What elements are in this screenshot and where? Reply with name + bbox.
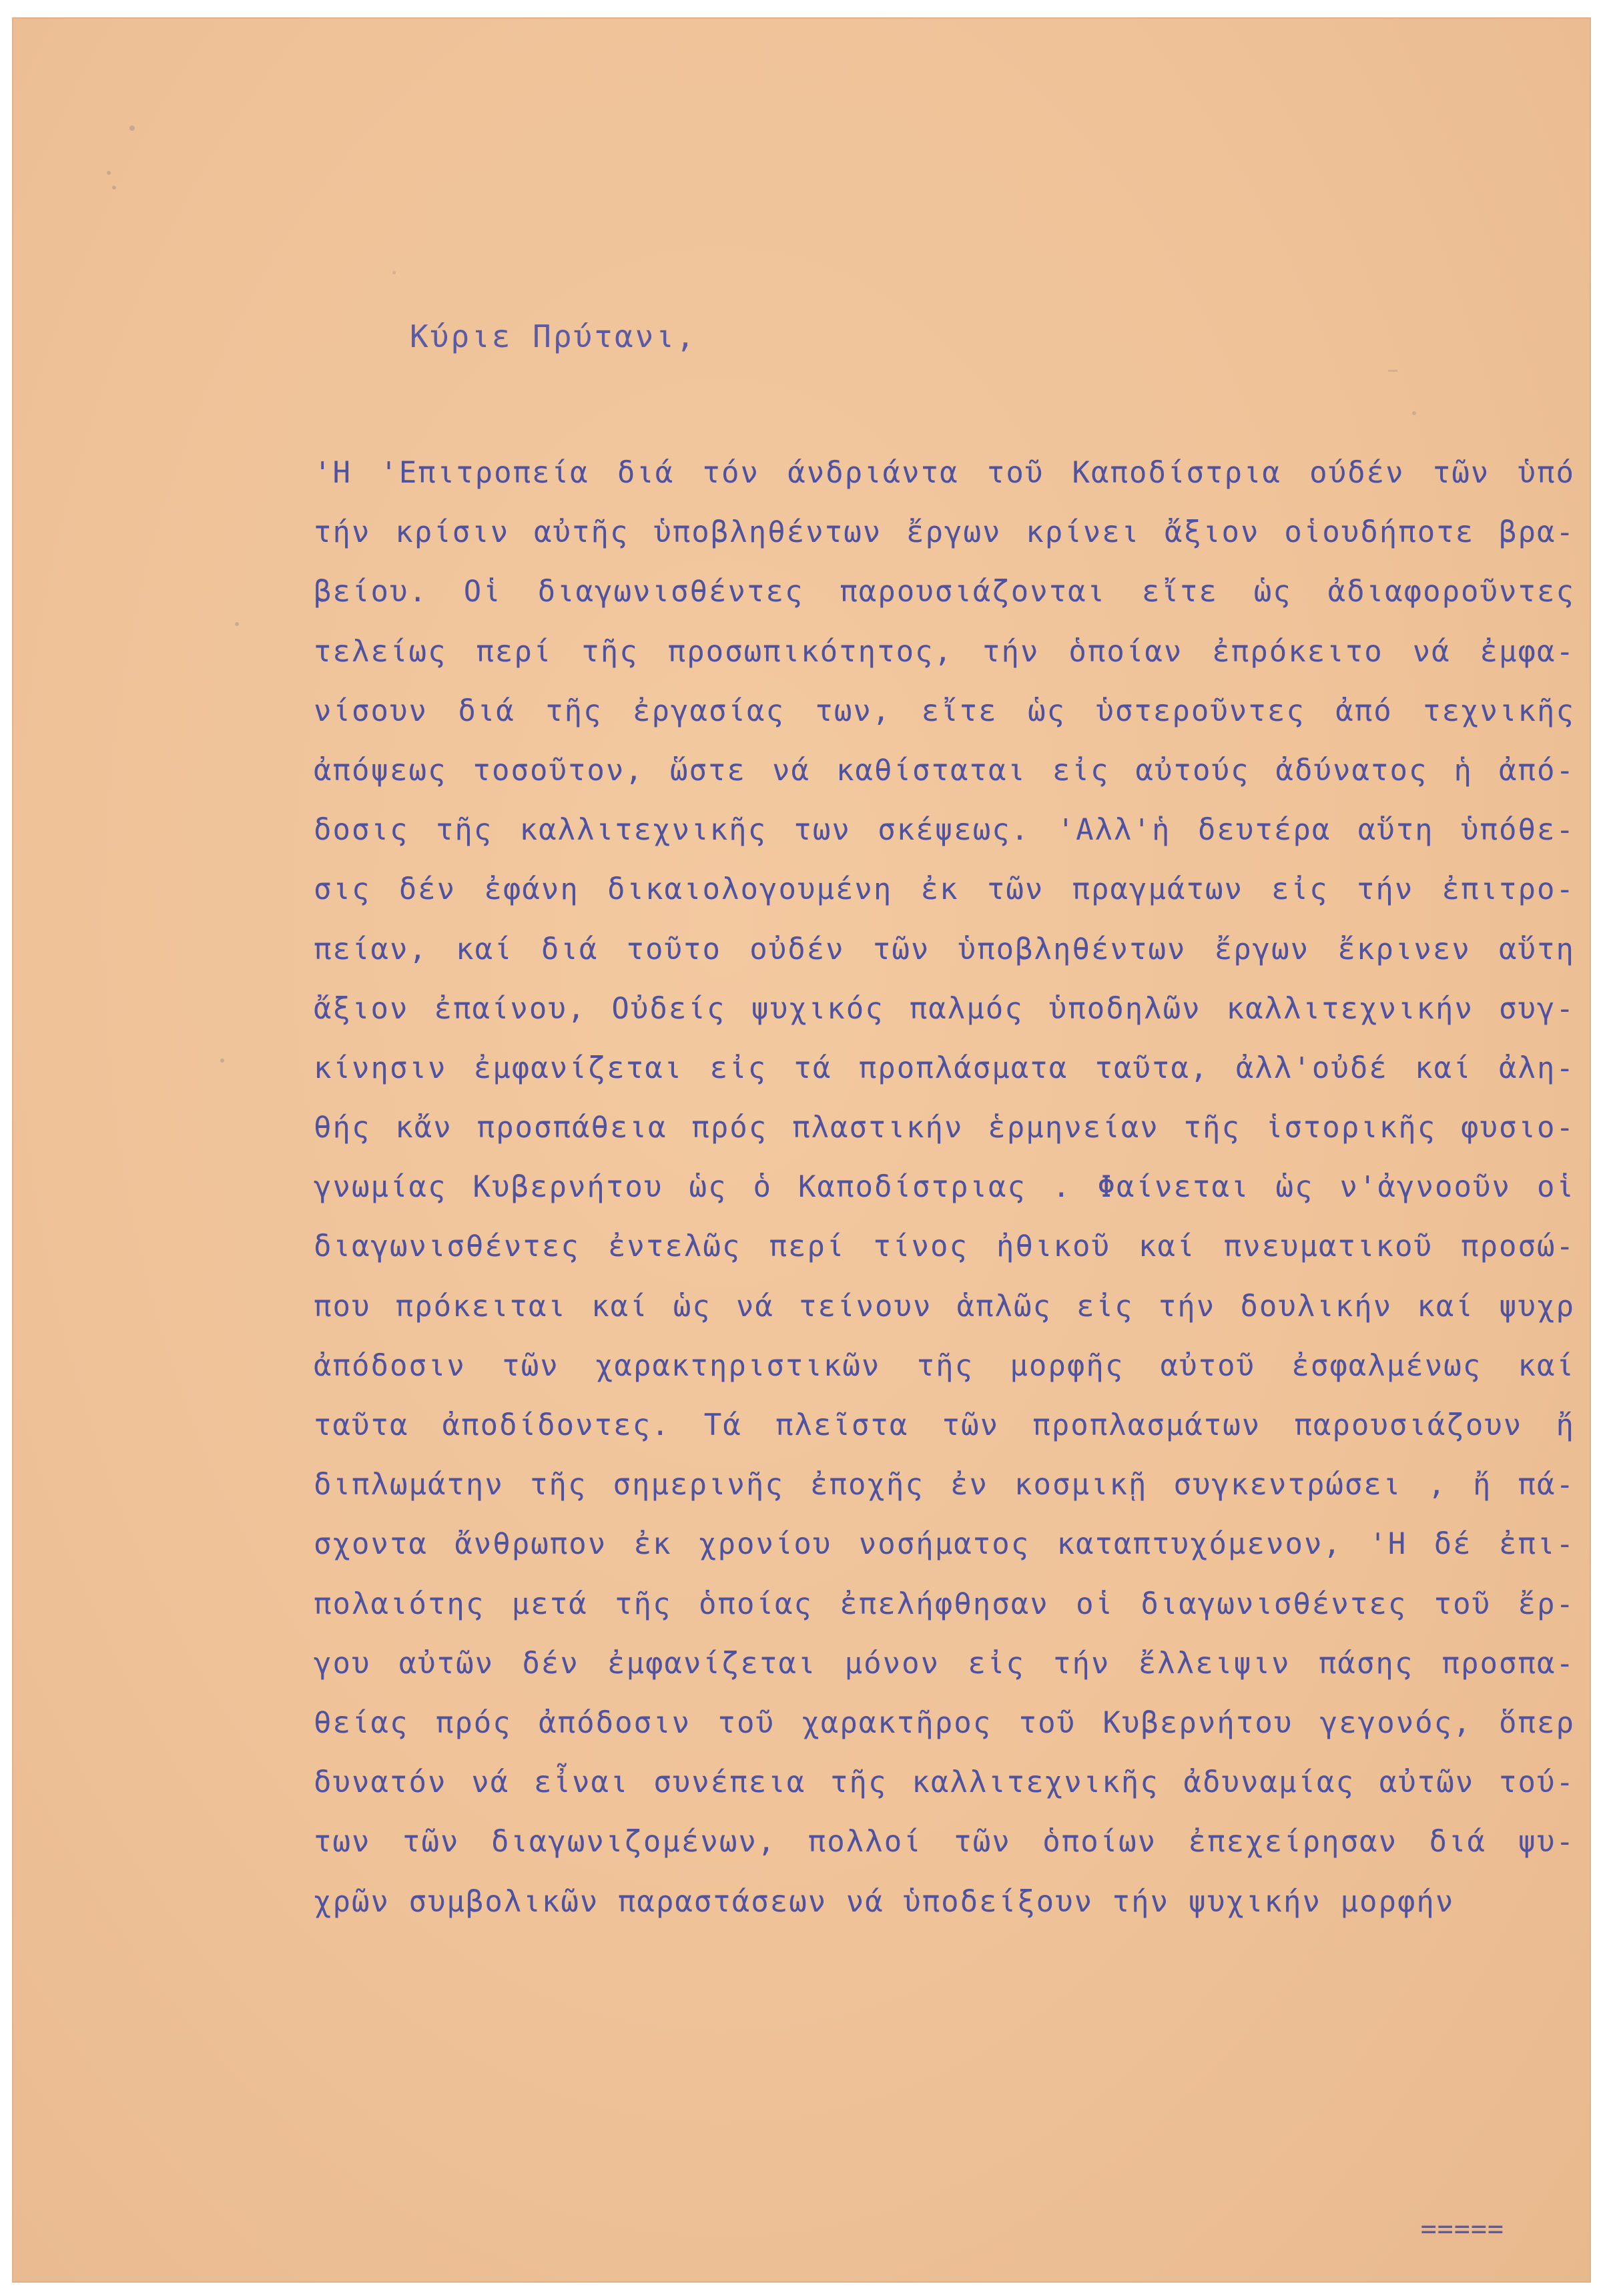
text-line: νίσουν διά τῆς ἐργασίας των, εἴτε ὡς ὑστεροῦντες ἀπό τεχνικῆς <box>314 693 1575 728</box>
text-line: βείου. Οἱ διαγωνισθέντες παρουσιάζονται εἴτε ὡς ἀδιαφοροῦντες <box>314 575 1575 609</box>
text-line: τελείως περί τῆς προσωπικότητος, τήν ὁποίαν ἐπρόκειτο νά ἐμφα- <box>314 634 1575 669</box>
text-line: θής κἄν προσπάθεια πρός πλαστικήν ἑρμηνείαν τῆς ἱστορικῆς φυσιο- <box>314 1111 1575 1145</box>
text-line: ἀπόψεως τοσοῦτον, ὥστε νά καθίσταται εἰς αὐτούς ἀδύνατος ἡ ἀπό- <box>314 753 1575 788</box>
text-line: γου αὐτῶν δέν ἐμφανίζεται μόνον εἰς τήν ἔλλειψιν πάσης προσπα- <box>314 1646 1575 1681</box>
paper-speck <box>235 622 239 626</box>
text-line: θείας πρός ἀπόδοσιν τοῦ χαρακτῆρος τοῦ Κυβερνήτου γεγονός, ὅπερ <box>314 1705 1575 1740</box>
text-line: πείαν, καί διά τοῦτο οὐδέν τῶν ὑποβληθέντων ἔργων ἔκρινεν αὕτη <box>314 932 1575 966</box>
text-line: των τῶν διαγωνιζομένων, πολλοί τῶν ὁποίων ἐπεχείρησαν διά ψυ- <box>314 1825 1575 1859</box>
text-line: διπλωμάτην τῆς σημερινῆς ἐποχῆς ἐν κοσμικῇ συγκεντρώσει , ἤ πά- <box>314 1468 1575 1502</box>
text-line: ταῦτα ἀποδίδοντες. Τά πλεῖστα τῶν προπλασμάτων παρουσιάζουν ἤ <box>314 1408 1575 1442</box>
text-line: που πρόκειται καί ὡς νά τείνουν ἁπλῶς εἰς τήν δουλικήν καί ψυχρ <box>314 1289 1575 1324</box>
paper-speck <box>129 125 135 131</box>
text-line: ἀπόδοσιν τῶν χαρακτηριστικῶν τῆς μορφῆς αὐτοῦ ἐσφαλμένως καί <box>314 1348 1575 1383</box>
text-line: δυνατόν νά εἶναι συνέπεια τῆς καλλιτεχνικῆς ἀδυναμίας αὐτῶν τού- <box>314 1765 1575 1800</box>
page-end-mark: ===== <box>1420 2214 1504 2245</box>
letter-body <box>314 443 1575 1932</box>
paper-speck <box>1388 370 1397 372</box>
text-line: σις δέν ἐφάνη δικαιολογουμένη ἐκ τῶν πραγμάτων εἰς τήν ἐπιτρο- <box>314 872 1575 907</box>
paper-speck <box>112 186 116 190</box>
text-line: ἄξιον ἐπαίνου, Οὐδείς ψυχικός παλμός ὑποδηλῶν καλλιτεχνικήν συγ- <box>314 991 1575 1026</box>
text-line: 'Η 'Επιτροπεία διά τόν άνδριάντα τοῦ Καποδίστρια ούδέν τῶν ὑπό <box>314 456 1575 490</box>
salutation: Κύριε Πρύτανι, <box>410 318 697 354</box>
paper-speck <box>220 1059 224 1063</box>
text-line: χρῶν συμβολικῶν παραστάσεων νά ὑποδείξουν τήν ψυχικήν μορφήν <box>314 1884 1455 1919</box>
paper-speck <box>392 271 396 274</box>
text-line: διαγωνισθέντες ἐντελῶς περί τίνος ἠθικοῦ καί πνευματικοῦ προσώ- <box>314 1229 1575 1264</box>
text-line: κίνησιν ἐμφανίζεται εἰς τά προπλάσματα ταῦτα, ἀλλ'οὐδέ καί ἀλη- <box>314 1051 1575 1085</box>
text-line: γνωμίας Κυβερνήτου ὡς ὁ Καποδίστριας . Φαίνεται ὡς ν'ἀγνοοῦν οἱ <box>314 1170 1575 1205</box>
text-line: δοσις τῆς καλλιτεχνικῆς των σκέψεως. 'Αλλ'ἡ δευτέρα αὕτη ὑπόθε- <box>314 813 1575 848</box>
text-line: σχοντα ἄνθρωπον ἐκ χρονίου νοσήματος καταπτυχόμενον, 'Η δέ ἐπι- <box>314 1527 1575 1562</box>
paper-speck <box>1412 411 1416 415</box>
paper-speck <box>107 171 111 175</box>
text-line: τήν κρίσιν αὐτῆς ὑποβληθέντων ἔργων κρίνει ἄξιον οἱουδήποτε βρα- <box>314 515 1575 550</box>
text-line: πολαιότης μετά τῆς ὁποίας ἐπελήφθησαν οἱ διαγωνισθέντες τοῦ ἔρ- <box>314 1587 1575 1621</box>
